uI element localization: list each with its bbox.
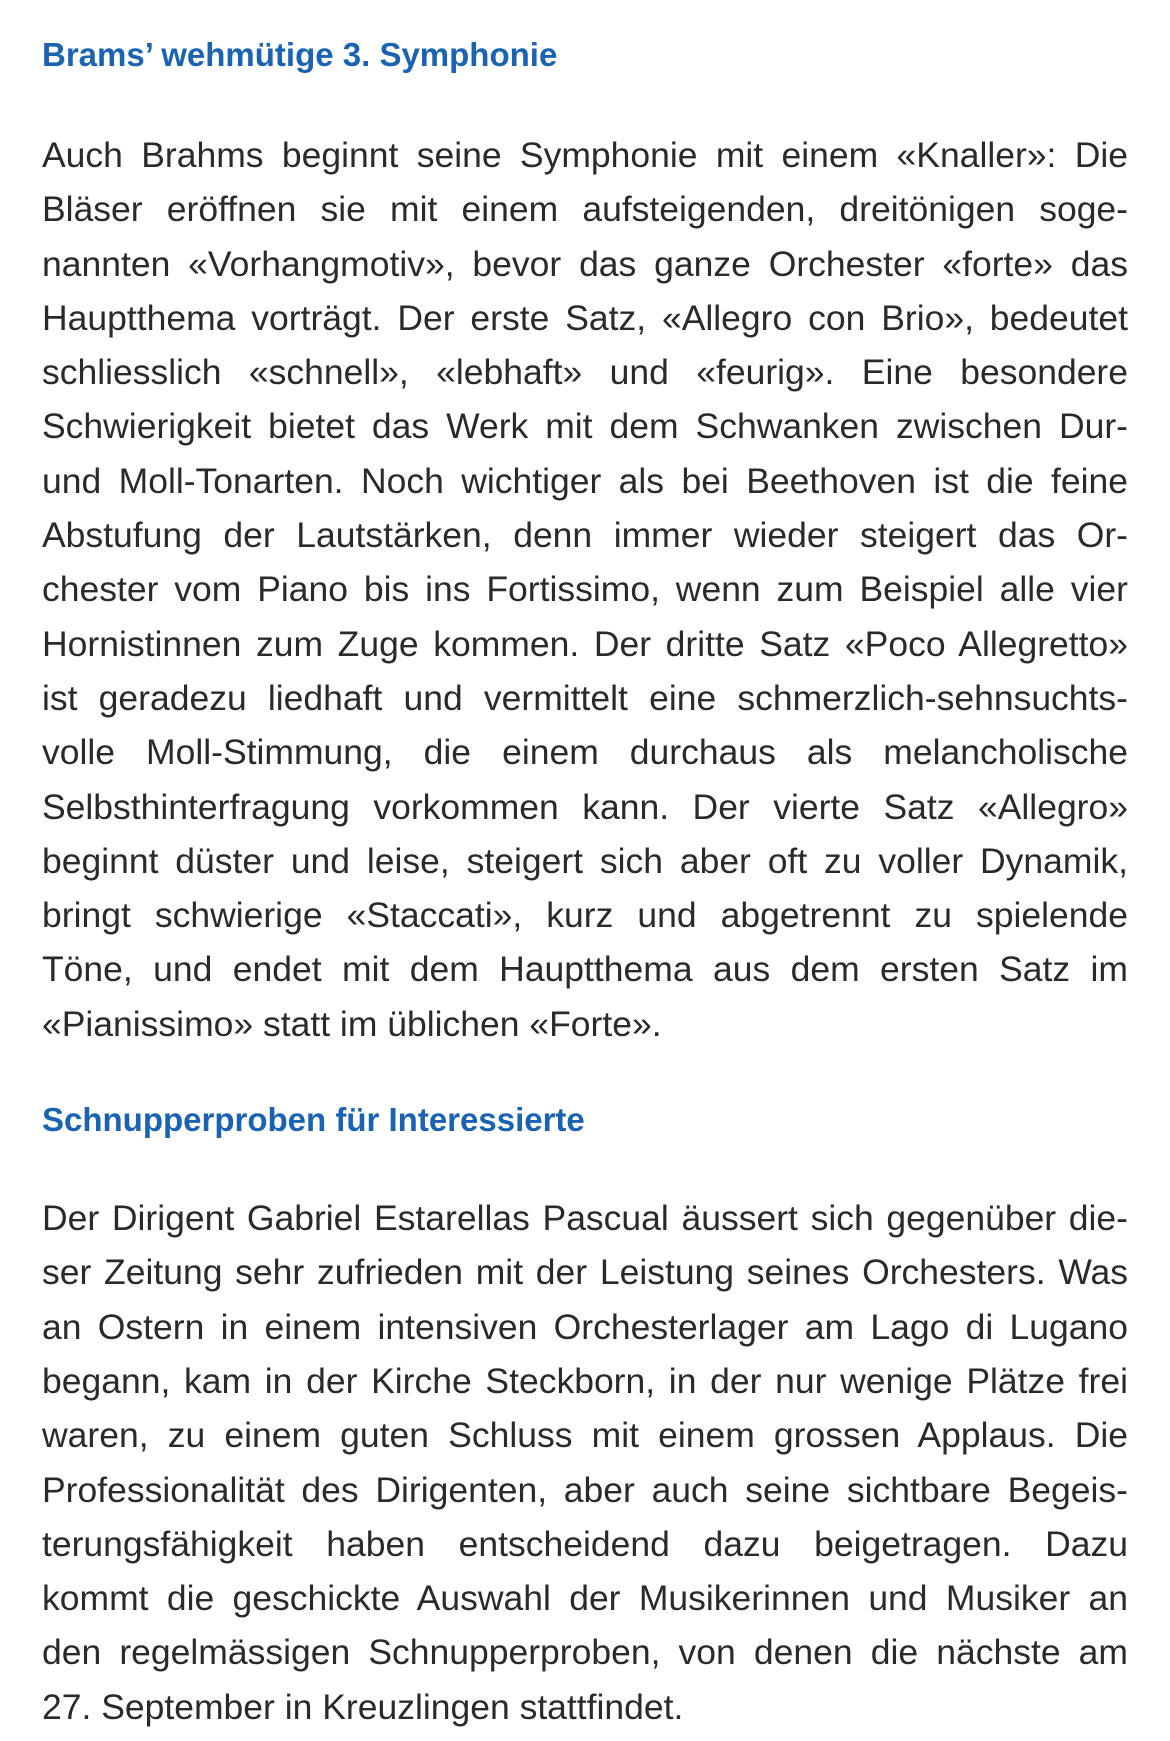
text-line: ser Zeitung sehr zufrieden mit der Leistung seines Orchesters. Was: [42, 1252, 1128, 1293]
text-line: terungsfähigkeit haben entscheidend dazu beigetragen. Dazu: [42, 1523, 1128, 1564]
article: [42, 28, 1128, 1734]
text-line: schliesslich «schnell», «lebhaft» und «feurig». Eine besondere: [42, 352, 1128, 393]
text-line: begann, kam in der Kirche Steckborn, in der nur wenige Plätze frei: [42, 1360, 1128, 1401]
text-line: und Moll-Tonarten. Noch wichtiger als bei Beethoven ist die feine: [42, 460, 1128, 501]
text-line: chester vom Piano bis ins Fortissimo, wenn zum Beispiel alle vier: [42, 569, 1128, 610]
text-line: ist geradezu liedhaft und vermittelt eine schmerzlich-sehnsuchts-: [42, 677, 1128, 718]
text-line: waren, zu einem guten Schluss mit einem grossen Applaus. Die: [42, 1415, 1128, 1456]
text-line: Auch Brahms beginnt seine Symphonie mit einem «Knaller»: Die: [42, 135, 1128, 175]
text-line: nannten «Vorhangmotiv», bevor das ganze Orchester «forte» das: [42, 243, 1128, 284]
text-line: an Ostern in einem intensiven Orchesterlager am Lago di Lugano: [42, 1306, 1128, 1347]
text-line: volle Moll-Stimmung, die einem durchaus als melancholische: [42, 732, 1128, 773]
text-line: Der Dirigent Gabriel Estarellas Pascual äussert sich gegenüber die-: [42, 1198, 1128, 1239]
text-line: Hauptthema vorträgt. Der erste Satz, «Allegro con Brio», bedeutet: [42, 297, 1128, 338]
text-line: bringt schwierige «Staccati», kurz und abgetrennt zu spielende: [42, 895, 1128, 936]
text-line: Selbsthinterfragung vorkommen kann. Der vierte Satz «Allegro»: [42, 786, 1128, 827]
text-line: Hornistinnen zum Zuge kommen. Der dritte Satz «Poco Allegretto»: [42, 623, 1128, 664]
text-line: «Pianissimo» statt im üblichen «Forte».: [42, 1003, 662, 1044]
text-line: Schwierigkeit bietet das Werk mit dem Schwanken zwischen Dur-: [42, 406, 1128, 447]
text-line: kommt die geschickte Auswahl der Musikerinnen und Musiker an: [42, 1578, 1128, 1619]
section-body-trial-rehearsals: [42, 1191, 1128, 1734]
section-heading-trial-rehearsals: Schnupperproben für Interessierte: [42, 1101, 585, 1139]
text-line: Professionalität des Dirigenten, aber auch seine sichtbare Begeis-: [42, 1469, 1128, 1510]
text-line: den regelmässigen Schnupperproben, von denen die nächste am: [42, 1632, 1128, 1673]
text-line: 27. September in Kreuzlingen stattfindet.: [42, 1686, 684, 1727]
text-line: Abstufung der Lautstärken, denn immer wieder steigert das Or-: [42, 515, 1128, 556]
text-line: beginnt düster und leise, steigert sich aber oft zu voller Dynamik,: [42, 840, 1128, 881]
text-line: Bläser eröffnen sie mit einem aufsteigenden, dreitönigen soge-: [42, 189, 1128, 230]
section-heading-symphony: Brams’ wehmütige 3. Symphonie: [42, 36, 558, 73]
section-body-symphony: [42, 128, 1128, 1051]
text-line: Töne, und endet mit dem Hauptthema aus dem ersten Satz im: [42, 949, 1128, 990]
